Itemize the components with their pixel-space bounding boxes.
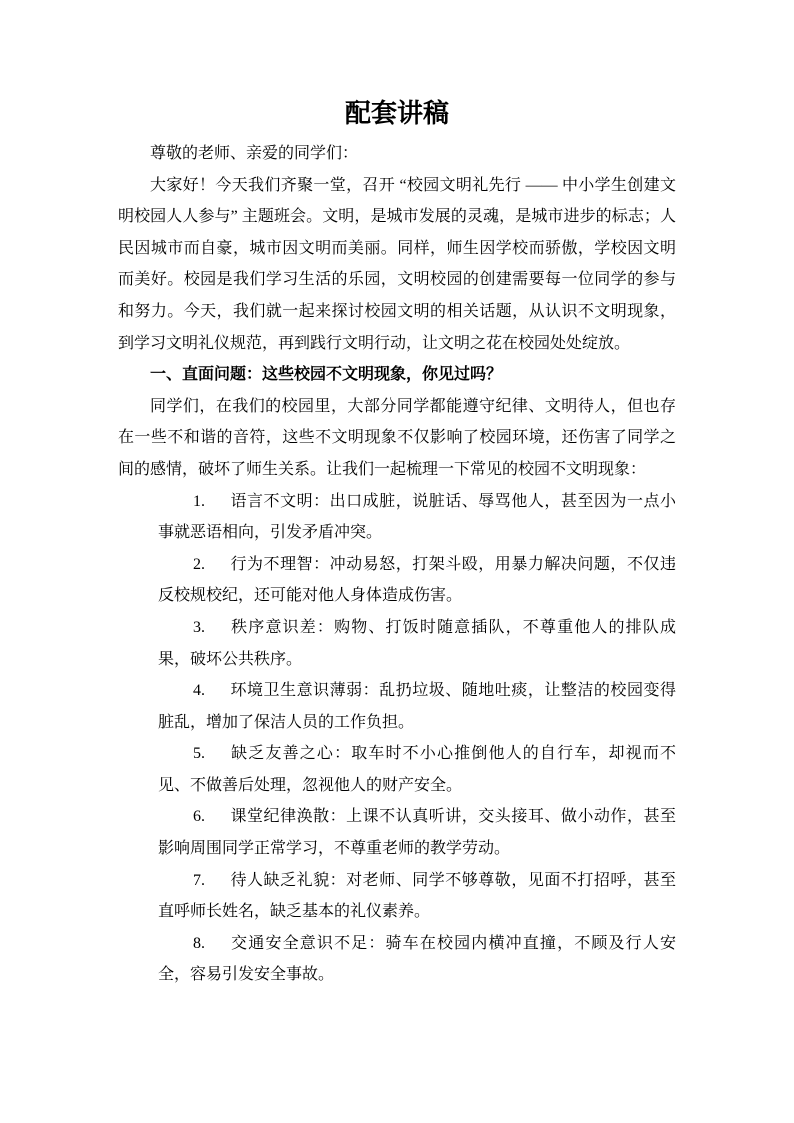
list-number: 5. bbox=[193, 745, 205, 763]
list-number: 8. bbox=[193, 934, 205, 952]
document-title: 配套讲稿 bbox=[344, 99, 449, 128]
list-number: 7. bbox=[193, 871, 205, 889]
list-item bbox=[158, 928, 676, 991]
list-text: 环境卫生意识薄弱：乱扔垃圾、随地吐痰，让整洁的校园变得脏乱，增加了保洁人员的工作负担。 bbox=[158, 682, 676, 731]
list-text: 秩序意识差：购物、打饭时随意插队，不尊重他人的排队成果，破坏公共秩序。 bbox=[158, 618, 676, 668]
list-text: 课堂纪律涣散：上课不认真听讲，交头接耳、做小动作，甚至影响周围同学正常学习，不尊重老师的教学劳动。 bbox=[158, 808, 676, 858]
list-item bbox=[158, 738, 676, 801]
paragraph-section-lead: 同学们，在我们的校园里，大部分同学都能遵守纪律、文明待人，但也存在一些不和谐的音符，这些不文明现象不仅影响了校园环境，还伤害了同学之间的感情，破坏了师生关系。让我们一起梳理一下常见的校园不文明现象： bbox=[118, 397, 676, 478]
list-number: 6. bbox=[193, 808, 205, 826]
list-item bbox=[158, 486, 676, 549]
list-number: 3. bbox=[193, 618, 205, 636]
list-text: 缺乏友善之心：取车时不小心推倒他人的自行车，却视而不见、不做善后处理，忽视他人的财产安全。 bbox=[158, 745, 676, 794]
list-item bbox=[158, 612, 676, 675]
section-heading: 一、直面问题：这些校园不文明现象，你见过吗？ bbox=[150, 366, 503, 384]
list-item bbox=[158, 801, 676, 864]
list-number: 4. bbox=[193, 682, 205, 700]
list-text: 行为不理智：冲动易怒，打架斗殴，用暴力解决问题，不仅违反校规校纪，还可能对他人身体造成伤害。 bbox=[158, 555, 676, 605]
list-item bbox=[158, 675, 676, 738]
list-text: 交通安全意识不足：骑车在校园内横冲直撞，不顾及行人安全，容易引发安全事故。 bbox=[158, 934, 676, 984]
list-item bbox=[158, 549, 676, 612]
list-item bbox=[158, 865, 676, 928]
list-text: 待人缺乏礼貌：对老师、同学不够尊敬，见面不打招呼，甚至直呼师长姓名，缺乏基本的礼仪素养。 bbox=[158, 871, 676, 921]
paragraph-salutation: 尊敬的老师、亲爱的同学们： bbox=[150, 145, 359, 162]
list-number: 2. bbox=[193, 555, 205, 573]
list-text: 语言不文明：出口成脏，说脏话、辱骂他人，甚至因为一点小事就恶语相向，引发矛盾冲突。 bbox=[158, 492, 676, 542]
paragraph-intro: 大家好！今天我们齐聚一堂，召开 “校园文明礼先行 —— 中小学生创建文明校园人人参与” 主题班会。文明，是城市发展的灵魂，是城市进步的标志；人民因城市而自豪，城市因文明而美丽。同样，师生因学校而骄傲，学校因文明而美好。校园是我们学习生活的乐园，文明校园的创建需要每一位同学的参与和努力。今天，我们就一起来探讨校园文明的相关话题，从认识不文明现象，到学习文明礼仪规范，再到践行文明行动，让文明之花在校园处处绽放。 bbox=[118, 176, 676, 352]
list-number: 1. bbox=[193, 492, 205, 510]
